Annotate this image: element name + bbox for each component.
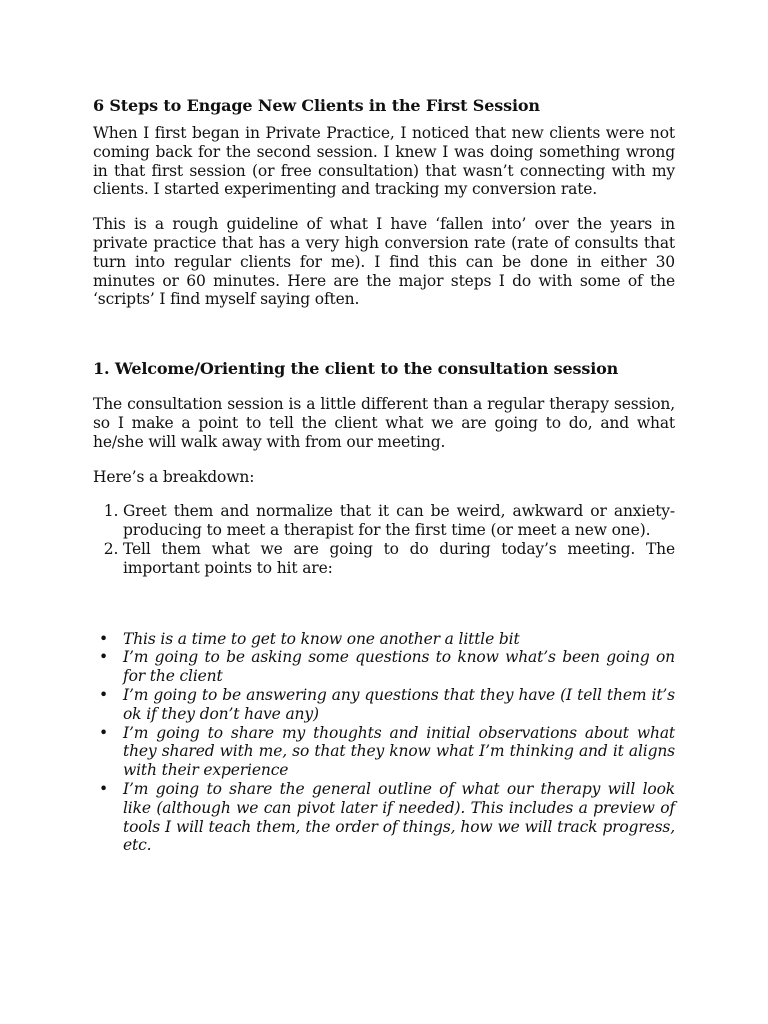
breakdown-label: Here’s a breakdown: (93, 467, 255, 486)
list-spacer (93, 578, 675, 630)
section-1-paragraph: The consultation session is a little different than a regular therapy session, so I make a point to tell the client what we are going to do, and what he/she will walk away with from our meeting. (93, 395, 675, 451)
point-item (99, 723, 675, 780)
point-item (99, 685, 675, 724)
point-item (99, 779, 675, 855)
document-title: 6 Steps to Engage New Clients in the First Session (93, 96, 540, 115)
bullet-icon: • (99, 685, 108, 704)
step-item: 1. Greet them and normalize that it can be weird, awkward or anxiety-producing to meet a therapist for the first time (or meet a new one). (123, 502, 675, 540)
steps-list (93, 502, 675, 577)
point-text: I’m going to share the general outline of what our therapy will look like (although we can pivot later if needed). This includes a preview of tools I will teach them, the order of things, how we will track progress, etc. (123, 779, 675, 855)
bullet-icon: • (99, 723, 108, 742)
section-1-heading: 1. Welcome/Orienting the client to the consultation session (93, 359, 619, 379)
step-item: 2. Tell them what we are going to do during today’s meeting. The important points to hit are: (123, 540, 675, 578)
point-text: I’m going to be answering any questions that they have (I tell them it’s ok if they don’t have any) (123, 685, 675, 723)
point-item (99, 629, 675, 649)
point-text: I’m going to be asking some questions to know what’s been going on for the client (123, 648, 675, 686)
intro-paragraph-1: When I first began in Private Practice, I noticed that new clients were not coming back for the second session. I knew I was doing something wrong in that first session (or free consultation) that wasn’t connecting with my clients. I started experimenting and tracking my conversion rate. (93, 124, 675, 199)
bullet-icon: • (99, 779, 108, 798)
point-text: This is a time to get to know one another a little bit (123, 629, 520, 648)
points-list (93, 630, 675, 856)
document-page (93, 96, 675, 855)
point-text: I’m going to share my thoughts and initial observations about what they shared with me, so that they know what I’m thinking and it aligns with their experience (123, 723, 675, 780)
bullet-icon: • (99, 629, 108, 648)
intro-paragraph-2: This is a rough guideline of what I have ‘fallen into’ over the years in private practice that has a very high conversion rate (rate of consults that turn into regular clients for me). I find this can be done in either 30 minutes or 60 minutes. Here are the major steps I do with some of the ‘scripts’ I find myself saying often. (93, 215, 675, 309)
point-item (99, 648, 675, 686)
bullet-icon: • (99, 648, 108, 667)
section-spacer (93, 325, 675, 359)
